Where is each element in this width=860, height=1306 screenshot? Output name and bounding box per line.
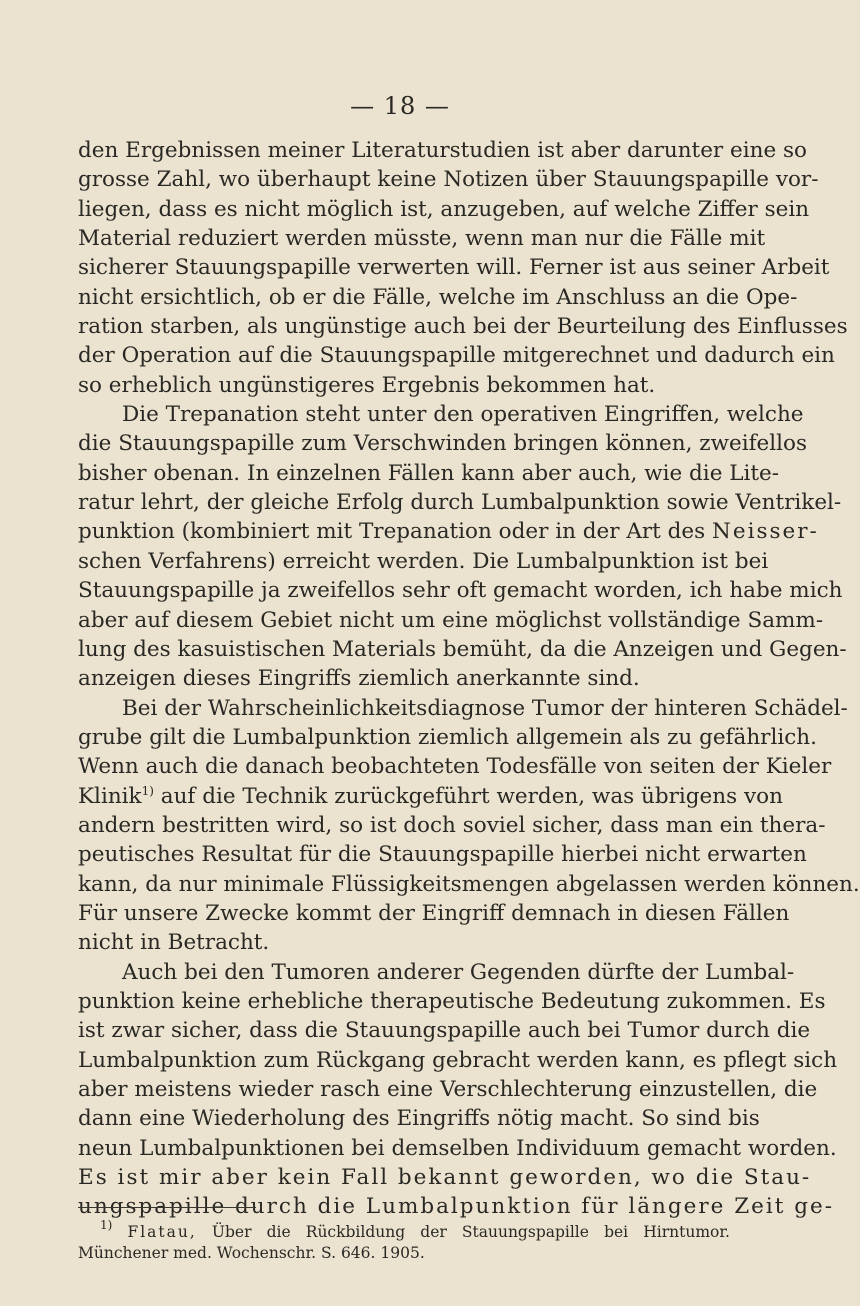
paragraph-start-line: Auch bei den Tumoren anderer Gegenden dürfte der Lumbal- [122, 959, 795, 985]
footnote-marker: 1) [100, 1218, 113, 1232]
text-line: Stauungspapille ja zweifellos sehr oft gemacht worden, ich habe mich [78, 578, 843, 604]
text-line: die Stauungspapille zum Verschwinden bringen können, zweifellos [78, 431, 807, 457]
text-line: andern bestritten wird, so ist doch soviel sicher, dass man ein thera- [78, 812, 826, 838]
text-line: aber meistens wieder rasch eine Verschlechterung einzustellen, die [78, 1077, 818, 1102]
text-line: bisher obenan. In einzelnen Fällen kann aber auch, wie die Lite- [78, 460, 780, 486]
spaced-name-neisser: Neisser- [712, 519, 819, 545]
text-line: nicht in Betracht. [78, 930, 270, 956]
footnote-author: Flatau, [127, 1223, 197, 1241]
text-line: sicherer Stauungspapille verwerten will. Ferner ist aus seiner Arbeit [78, 255, 830, 281]
text-fragment: auf die Technik zurückgeführt werden, was übrigens von [160, 783, 783, 809]
footnote-line: Münchener med. Wochenschr. S. 646. 1905. [78, 1244, 425, 1262]
footnote-line [78, 1218, 730, 1243]
text-line: lung des kasuistischen Materials bemüht, da die Anzeigen und Gegen- [78, 636, 847, 662]
text-line: ratur lehrt, der gleiche Erfolg durch Lumbalpunktion sowie Ventrikel- [78, 490, 842, 516]
text-line: kann, da nur minimale Flüssigkeitsmengen abgelassen werden können. [78, 871, 860, 897]
text-line: der Operation auf die Stauungspapille mitgerechnet und dadurch ein [78, 343, 835, 369]
text-line: ration starben, als ungünstige auch bei der Beurteilung des Einflusses [78, 314, 848, 340]
spaced-text-line: ungspapille durch die Lumbalpunktion für längere Zeit ge- [78, 1194, 834, 1220]
text-line: Wenn auch die danach beobachteten Todesfälle von seiten der Kieler [78, 754, 832, 780]
paragraph-start-line: Bei der Wahrscheinlichkeitsdiagnose Tumor der hinteren Schädel- [122, 695, 848, 721]
text-line: den Ergebnissen meiner Literaturstudien ist aber darunter eine so [78, 138, 808, 163]
text-line: Lumbalpunktion zum Rückgang gebracht werden kann, es pflegt sich [78, 1047, 838, 1073]
footnote-title: Über die Rückbildung der Stauungspapille bei Hirntumor. [211, 1223, 730, 1241]
text-line [78, 517, 819, 546]
body-text [78, 136, 860, 1222]
footnote-divider [78, 1207, 256, 1208]
text-line: grube gilt die Lumbalpunktion ziemlich allgemein als zu gefährlich. [78, 724, 817, 750]
footnote-reference: 1) [141, 783, 154, 798]
text-line: ist zwar sicher, dass die Stauungspapille auch bei Tumor durch die [78, 1018, 811, 1044]
text-line: Für unsere Zwecke kommt der Eingriff demnach in diesen Fällen [78, 900, 790, 926]
text-line: grosse Zahl, wo überhaupt keine Notizen über Stauungspapille vor- [78, 167, 819, 193]
text-line: Material reduziert werden müsste, wenn man nur die Fälle mit [78, 226, 766, 252]
text-line: anzeigen dieses Eingriffs ziemlich anerkannte sind. [78, 666, 640, 692]
text-line: liegen, dass es nicht möglich ist, anzugeben, auf welche Ziffer sein [78, 196, 810, 222]
text-fragment: punktion (kombiniert mit Trepanation oder in der Art des [78, 519, 706, 545]
page-number-header: — 18 — [350, 92, 450, 120]
text-line: aber auf diesem Gebiet nicht um eine möglichst vollständige Samm- [78, 607, 824, 633]
text-line: schen Verfahrens) erreicht werden. Die Lumbalpunktion ist bei [78, 548, 769, 574]
text-line: so erheblich ungünstigeres Ergebnis bekommen hat. [78, 372, 656, 398]
text-line: neun Lumbalpunktionen bei demselben Individuum gemacht worden. [78, 1135, 837, 1161]
text-line: nicht ersichtlich, ob er die Fälle, welche im Anschluss an die Ope- [78, 284, 798, 310]
text-line: peutisches Resultat für die Stauungspapille hierbei nicht erwarten [78, 842, 807, 868]
paragraph-start-line: Die Trepanation steht unter den operativen Eingriffen, welche [122, 402, 804, 428]
text-fragment: Klinik [78, 783, 142, 809]
text-line: punktion keine erhebliche therapeutische Bedeutung zukommen. Es [78, 988, 826, 1014]
spaced-text-line: Es ist mir aber kein Fall bekannt geworden, wo die Stau- [78, 1165, 812, 1191]
footnote [78, 1218, 730, 1264]
text-line [78, 782, 783, 811]
text-line: dann eine Wiederholung des Eingriffs nötig macht. So sind bis [78, 1106, 760, 1132]
